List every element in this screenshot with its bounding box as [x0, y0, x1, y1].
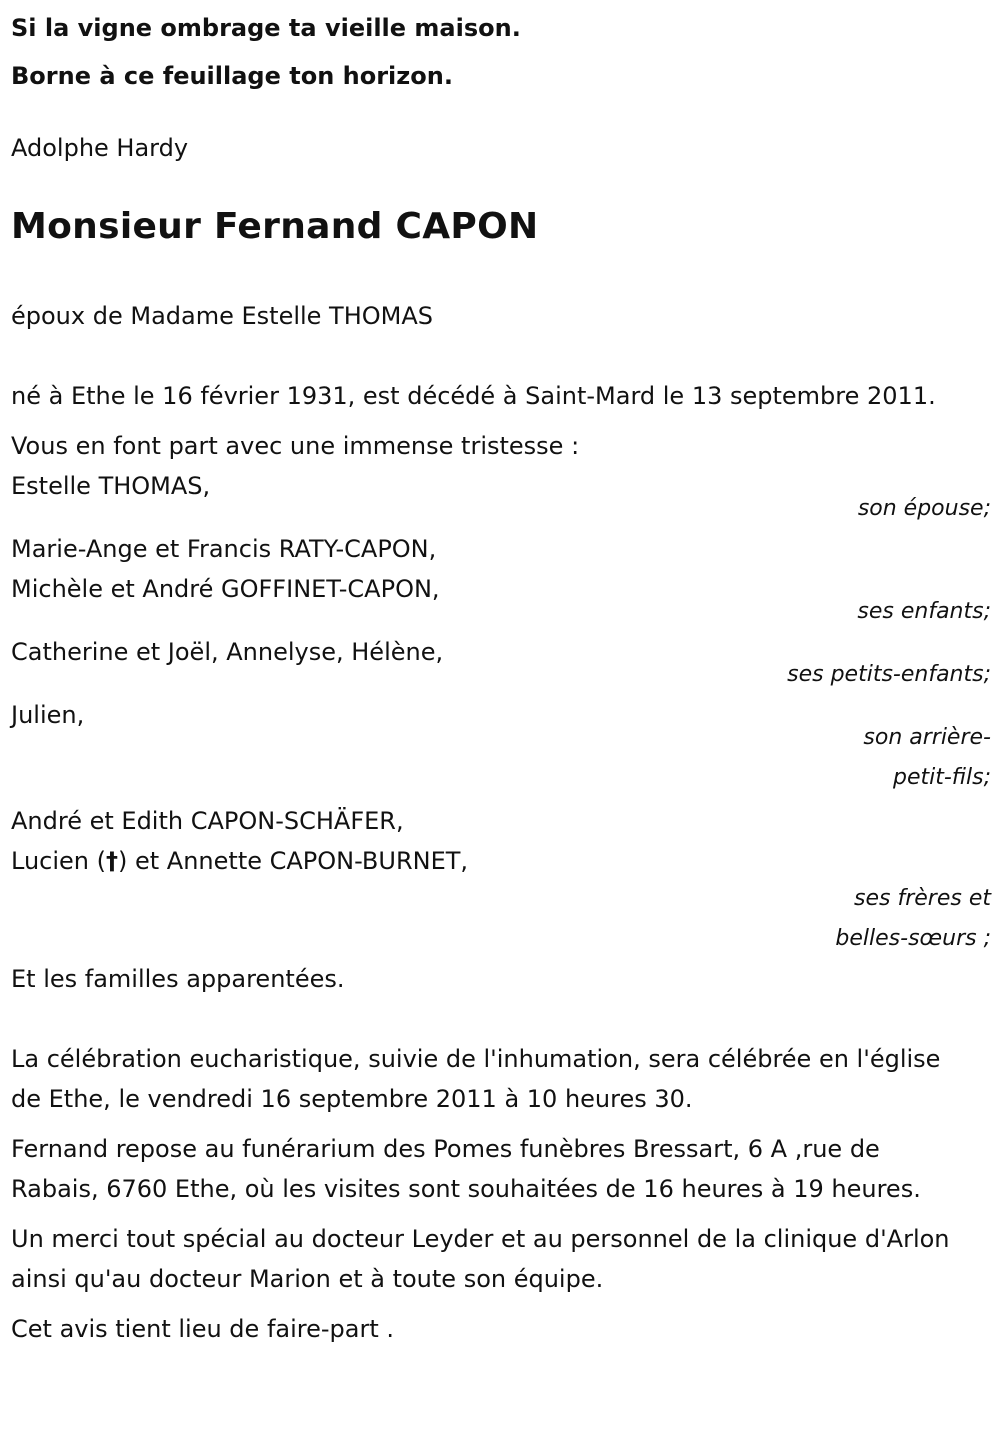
birth-death-line: né à Ethe le 16 février 1931, est décédé à Saint-Mard le 13 septembre 2011.: [11, 382, 936, 410]
family-sibling-2: [11, 841, 991, 881]
thanks-paragraph: Un merci tout spécial au docteur Leyder et au personnel de la clinique d'Arlon ainsi qu'au docteur Marion et à toute son équipe.: [11, 1225, 950, 1293]
family-list: [11, 466, 991, 999]
relation-siblings-wrap: [11, 879, 991, 959]
cross-symbol: †: [106, 847, 118, 875]
spouse-line: époux de Madame Estelle THOMAS: [11, 302, 434, 330]
relation-children: ses enfants;: [857, 599, 991, 624]
family-grandchildren: Catherine et Joël, Annelyse, Hélène,: [11, 638, 444, 666]
epigraph-line-1: Si la vigne ombrage ta vieille maison.: [11, 14, 521, 42]
sibling-2-name-start: Lucien (: [11, 847, 106, 875]
relation-great-grandchild-wrap: [11, 718, 991, 798]
epigraph-line-2: Borne à ce feuillage ton horizon.: [11, 62, 453, 90]
family-child-2: Michèle et André GOFFINET-CAPON,: [11, 575, 440, 603]
funeral-home-paragraph: Fernand repose au funérarium des Pomes funèbres Bressart, 6 A ,rue de Rabais, 6760 Ethe, où les visites sont souhaitées de 16 heures à 19 heures.: [11, 1135, 921, 1203]
family-child-1: Marie-Ange et Francis RATY-CAPON,: [11, 535, 437, 563]
family-related: Et les familles apparentées.: [11, 965, 345, 993]
sibling-2-name-end: ) et Annette CAPON-BURNET,: [118, 847, 469, 875]
obituary-notice: [11, 0, 991, 1349]
family-sibling-1: André et Edith CAPON-SCHÄFER,: [11, 807, 404, 835]
relation-spouse: son épouse;: [857, 496, 991, 521]
relation-great-grandchild: son arrière-petit-fils;: [863, 725, 991, 790]
relation-siblings: ses frères et belles-sœurs ;: [835, 886, 991, 951]
family-great-grandchild: Julien,: [11, 701, 85, 729]
notice-line: Cet avis tient lieu de faire-part .: [11, 1315, 395, 1343]
announcement-intro: Vous en font part avec une immense tristesse :: [11, 432, 580, 460]
epigraph-author: Adolphe Hardy: [11, 134, 189, 162]
family-spouse-name: Estelle THOMAS,: [11, 472, 211, 500]
epigraph: [11, 4, 991, 100]
ceremony-paragraph: La célébration eucharistique, suivie de l'inhumation, sera célébrée en l'église de Ethe, le vendredi 16 septembre 2011 à 10 heures 30.: [11, 1045, 941, 1113]
relation-grandchildren: ses petits-enfants;: [787, 662, 991, 687]
deceased-name: Monsieur Fernand CAPON: [11, 206, 539, 247]
